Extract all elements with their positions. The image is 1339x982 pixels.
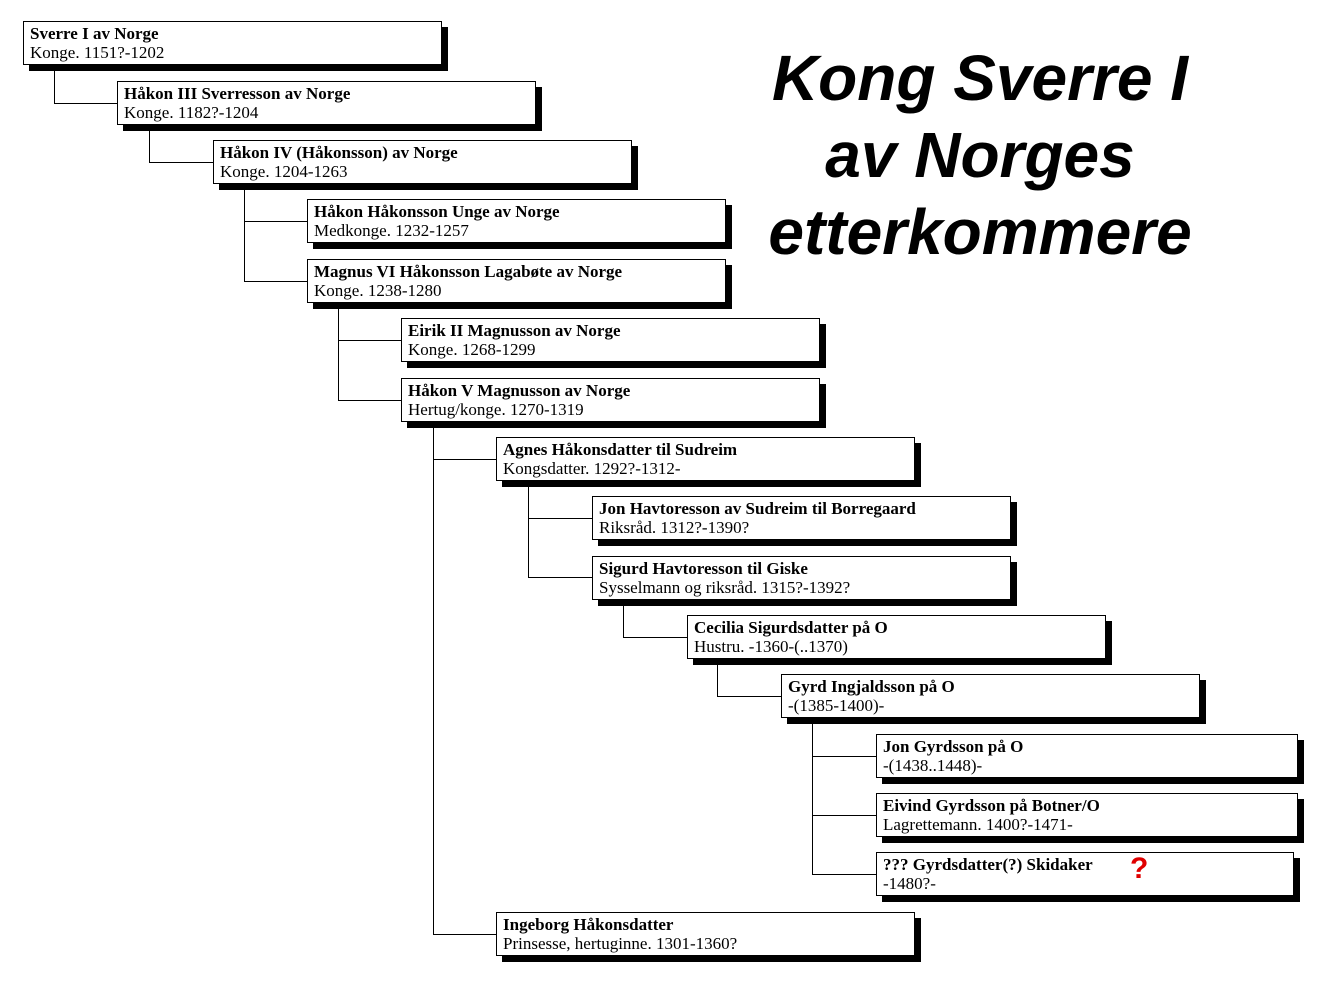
person-jon-havtoresson [592,496,1011,540]
connector-agnes-children [529,481,593,578]
connector-sverre-hakon3 [55,65,118,104]
person-detail: Kongsdatter. 1292?-1312- [503,459,681,478]
person-hakon-iv [213,140,632,184]
connector-cecilia-gyrd [718,659,782,697]
person-gyrdsdatter [876,852,1294,896]
person-eirik-ii [401,318,820,362]
person-detail: Hertug/konge. 1270-1319 [408,400,584,419]
person-name: Magnus VI Håkonsson Lagabøte av Norge [314,262,623,281]
person-detail: -(1385-1400)- [788,696,885,715]
person-detail: Konge. 1182?-1204 [124,103,259,122]
connector-hakon5-children [434,422,497,935]
person-eivind-gyrdsson [876,793,1298,837]
title-line-2: av Norges [825,119,1135,191]
person-name: ??? Gyrdsdatter(?) Skidaker [883,855,1093,874]
person-detail: Riksråd. 1312?-1390? [599,518,750,537]
person-name: Eivind Gyrdsson på Botner/O [883,796,1100,815]
person-name: Håkon Håkonsson Unge av Norge [314,202,560,221]
title-line-3: etterkommere [768,196,1192,268]
person-name: Håkon V Magnusson av Norge [408,381,631,400]
person-ingeborg [496,912,915,956]
person-detail: -(1438..1448)- [883,756,983,775]
connector-hakon4-children [245,184,308,282]
connector-sigurd-cecilia [624,600,688,638]
person-detail: Konge. 1238-1280 [314,281,442,300]
person-name: Sigurd Havtoresson til Giske [599,559,808,578]
person-name: Gyrd Ingjaldsson på O [788,677,955,696]
person-detail: Sysselmann og riksråd. 1315?-1392? [599,578,851,597]
person-agnes [496,437,915,481]
person-detail: Konge. 1151?-1202 [30,43,165,62]
person-detail: Konge. 1268-1299 [408,340,536,359]
person-detail: Lagrettemann. 1400?-1471- [883,815,1073,834]
person-name: Jon Gyrdsson på O [883,737,1024,756]
person-sverre-i [23,21,442,65]
person-detail: Medkonge. 1232-1257 [314,221,469,240]
person-hakon-unge [307,199,726,243]
person-name: Agnes Håkonsdatter til Sudreim [503,440,738,459]
person-detail: Hustru. -1360-(..1370) [694,637,848,656]
person-name: Jon Havtoresson av Sudreim til Borregaard [599,499,916,518]
person-name: Eirik II Magnusson av Norge [408,321,621,340]
diagram-title [745,40,1215,271]
person-name: Håkon IV (Håkonsson) av Norge [220,143,458,162]
person-name: Cecilia Sigurdsdatter på O [694,618,888,637]
person-magnus-vi [307,259,726,303]
person-detail: Prinsesse, hertuginne. 1301-1360? [503,934,738,953]
title-line-1: Kong Sverre I [771,42,1189,114]
person-sigurd-havtoresson [592,556,1011,600]
person-cecilia [687,615,1106,659]
person-gyrd [781,674,1200,718]
person-hakon-iii [117,81,536,125]
connector-gyrd-children [813,718,877,875]
connector-hakon3-hakon4 [150,125,214,163]
person-hakon-v [401,378,820,422]
person-detail: -1480?- [883,874,936,893]
person-name: Håkon III Sverresson av Norge [124,84,351,103]
question-mark-icon: ? [1130,852,1149,885]
connector-magnus6-children [339,303,402,401]
person-detail: Konge. 1204-1263 [220,162,348,181]
person-name: Sverre I av Norge [30,24,159,43]
person-jon-gyrdsson [876,734,1298,778]
person-name: Ingeborg Håkonsdatter [503,915,674,934]
